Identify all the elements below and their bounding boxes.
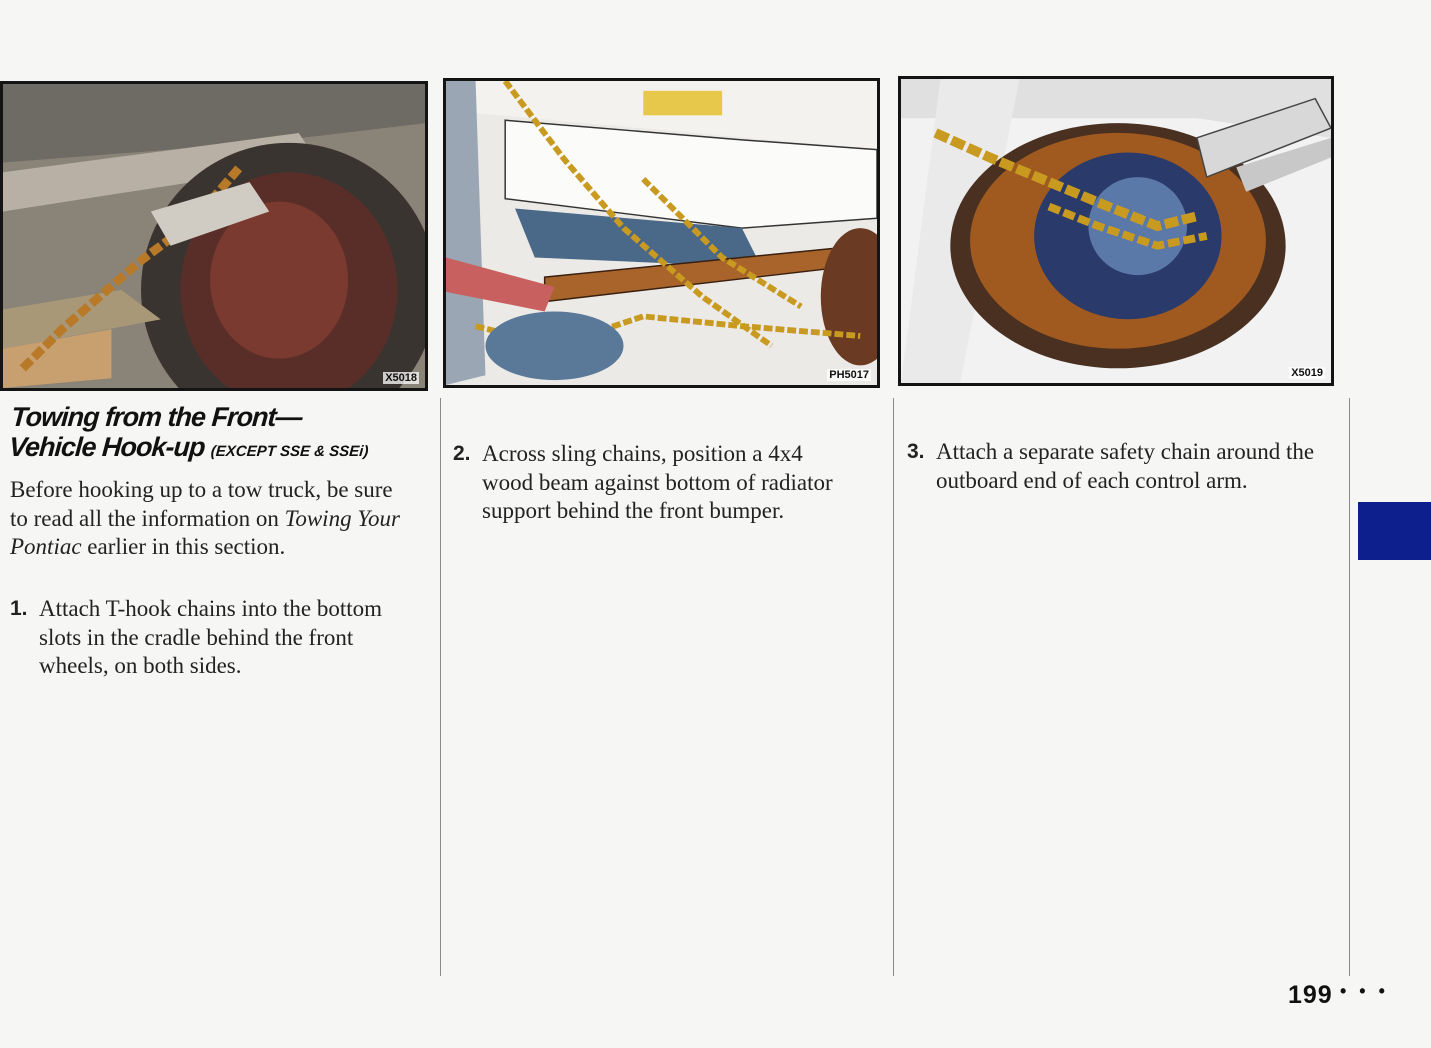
figure-cradle-t-hook — [0, 81, 428, 391]
step-number: 1. — [10, 597, 28, 620]
page-number: 199 — [1288, 981, 1333, 1009]
step-number: 2. — [453, 442, 471, 465]
heading-title: Vehicle Hook-up — [8, 432, 206, 462]
intro-reference: Towing Your Pontiac — [10, 505, 400, 559]
step-text: Attach a separate safety chain around the outboard end of each control arm. — [936, 439, 1315, 493]
intro-paragraph — [10, 476, 410, 562]
column-divider — [1349, 398, 1350, 976]
page-number-dots: • • • — [1340, 981, 1389, 1001]
front-cradle-t-hook-chain-illustration — [3, 84, 425, 388]
intro-before: Before hooking up to a tow truck, be sure to read all the information on — [10, 477, 393, 531]
intro-after: earlier in this section. — [81, 534, 286, 559]
step-3 — [907, 438, 1332, 495]
column-divider — [893, 398, 894, 976]
figure-code: PH5017 — [829, 369, 869, 381]
step-text: Attach T-hook chains into the bottom slots in the cradle behind the front wheels, on both sides. — [39, 596, 383, 678]
step-number: 3. — [907, 440, 925, 463]
figure-code: X5018 — [385, 372, 417, 384]
figure-control-arm — [898, 76, 1334, 386]
bumper-wood-beam-chain-illustration — [446, 81, 877, 385]
heading-line-2 — [8, 432, 435, 467]
heading-qualifier: (EXCEPT SSE & SSEi) — [210, 443, 369, 460]
figure-bumper-beam — [443, 78, 880, 388]
section-heading — [8, 402, 438, 467]
control-arm-safety-chain-illustration — [901, 79, 1331, 383]
figure-code: X5019 — [1291, 367, 1323, 379]
section-tab-marker — [1358, 502, 1431, 560]
step-text: Across sling chains, position a 4x4 wood beam against bottom of radiator support behind the front bumper. — [482, 441, 833, 523]
column-divider — [440, 398, 441, 976]
heading-line-1: Towing from the Front— — [10, 402, 303, 432]
step-2 — [453, 440, 858, 526]
step-1 — [10, 595, 426, 681]
